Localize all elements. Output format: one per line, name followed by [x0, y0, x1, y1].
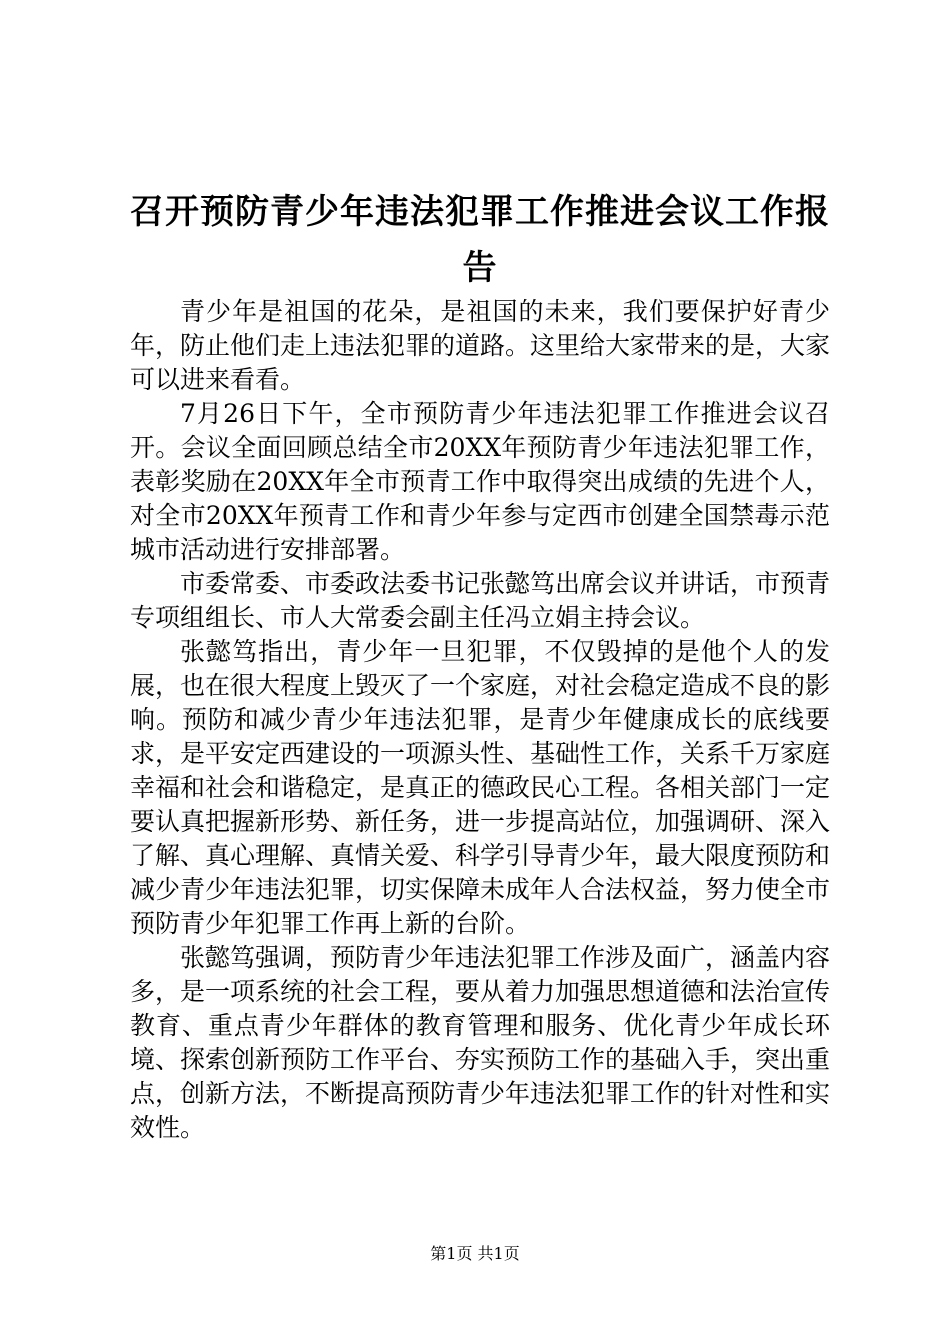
- document-title: 召开预防青少年违法犯罪工作推进会议工作报告: [130, 192, 830, 288]
- page-footer: 第1页 共1页: [430, 1244, 520, 1263]
- document-body: [130, 295, 830, 1145]
- paragraph-intro: 青少年是祖国的花朵，是祖国的未来，我们要保护好青少年，防止他们走上违法犯罪的道路。这里给大家带来的是，大家可以进来看看。: [130, 297, 831, 394]
- paragraph-attendees: 市委常委、市委政法委书记张懿笃出席会议并讲话，市预青专项组组长、市人大常委会副主任冯立娟主持会议。: [130, 569, 831, 632]
- paragraph-emphasis: 张懿笃强调，预防青少年违法犯罪工作涉及面广，涵盖内容多，是一项系统的社会工程，要从着力加强思想道德和法治宣传教育、重点青少年群体的教育管理和服务、优化青少年成长环境、探索创新预防工作平台、夯实预防工作的基础入手，突出重点，创新方法，不断提高预防青少年违法犯罪工作的针对性和实效性。: [130, 943, 831, 1142]
- paragraph-meeting: 7月26日下午，全市预防青少年违法犯罪工作推进会议召开。会议全面回顾总结全市20XX年预防青少年违法犯罪工作，表彰奖励在20XX年全市预青工作中取得突出成绩的先进个人，对全市20XX年预青工作和青少年参与定西市创建全国禁毒示范城市活动进行安排部署。: [130, 399, 830, 564]
- paragraph-speech: 张懿笃指出，青少年一旦犯罪，不仅毁掉的是他个人的发展，也在很大程度上毁灭了一个家庭，对社会稳定造成不良的影响。预防和减少青少年违法犯罪，是青少年健康成长的底线要求，是平安定西建设的一项源头性、基础性工作，关系千万家庭幸福和社会和谐稳定，是真正的德政民心工程。各相关部门一定要认真把握新形势、新任务，进一步提高站位，加强调研、深入了解、真心理解、真情关爱、科学引导青少年，最大限度预防和减少青少年违法犯罪，切实保障未成年人合法权益，努力使全市预防青少年犯罪工作再上新的台阶。: [130, 637, 831, 938]
